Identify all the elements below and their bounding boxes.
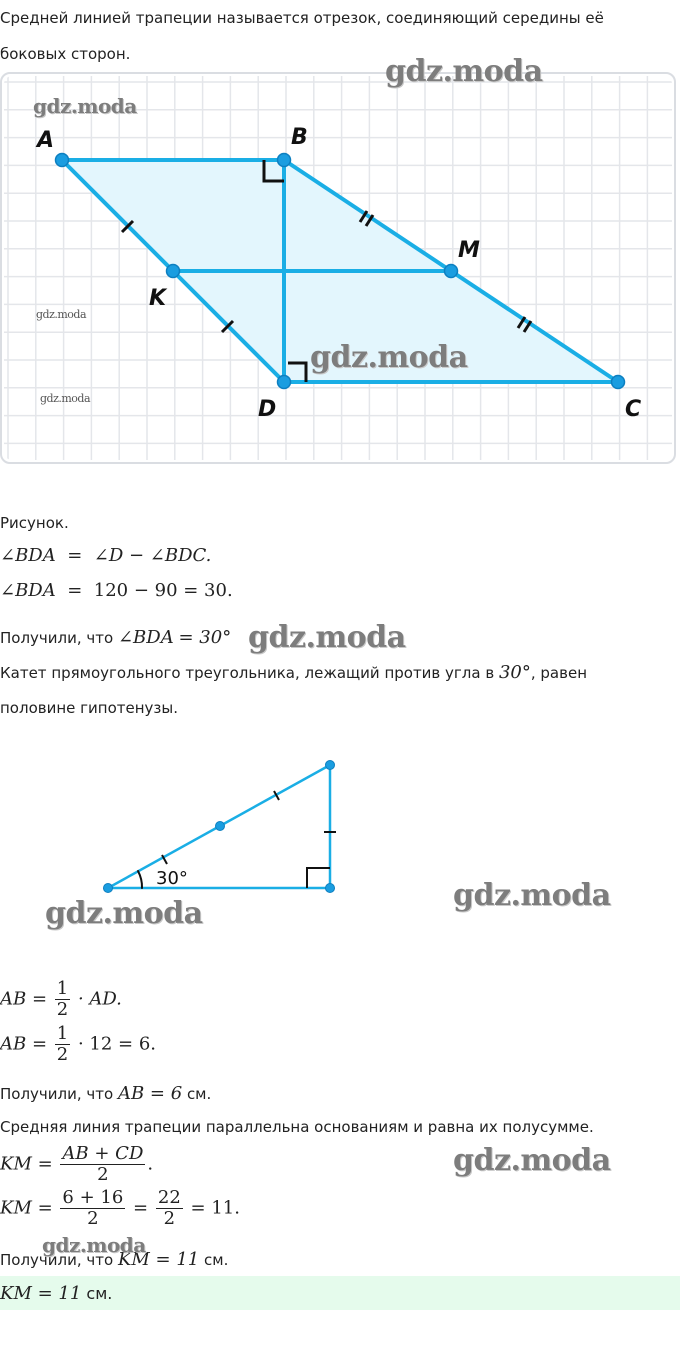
triangle-angle-label: 30° (156, 868, 188, 889)
watermark-logo: gdz.moda (453, 878, 611, 913)
equation-6-rhs: = 11. (190, 1197, 240, 1219)
equation-3-rhs: · AD. (77, 988, 122, 1010)
equation-6-num-1: 6 + 16 (62, 1187, 124, 1208)
point-k (167, 265, 180, 278)
point-c (612, 376, 625, 389)
theorem-line-2: половине гипотенузы. (0, 699, 178, 717)
label-b: B (291, 125, 308, 150)
point-b (278, 154, 291, 167)
theorem-line-1-suffix: , равен (530, 664, 588, 682)
answer-suffix: см. (81, 1284, 113, 1303)
result-2-suffix: см. (182, 1085, 212, 1103)
watermark-logo: gdz.moda (33, 94, 137, 118)
equation-6-fraction-2 (156, 1188, 183, 1229)
equation-1: ∠BDA = ∠D − ∠BDC. (0, 545, 212, 566)
triangle-figure (90, 750, 350, 905)
theorem-line-1 (0, 662, 587, 684)
equation-5 (0, 1144, 153, 1185)
angle-arc (138, 871, 142, 888)
result-3-suffix: см. (199, 1251, 229, 1269)
equation-2-lhs: ∠BDA (0, 580, 56, 601)
equation-1-lhs: ∠BDA (0, 545, 56, 566)
label-m: M (458, 238, 480, 263)
point-d (278, 376, 291, 389)
triangle-vertex-right (326, 884, 335, 893)
equation-4-rhs: · 12 = 6. (77, 1033, 156, 1055)
intro-line-1: Средней линией трапеции называется отрезок, соединяющий середины её (0, 9, 604, 27)
equation-6 (0, 1188, 240, 1229)
equation-6-den-2: 2 (163, 1208, 176, 1229)
result-3-math: KM = 11 (117, 1249, 200, 1270)
result-1 (0, 627, 231, 649)
triangle-vertex-top (326, 761, 335, 770)
answer (0, 1283, 112, 1305)
equation-4-lhs: AB = (0, 1033, 48, 1055)
equation-4-num: 1 (56, 1023, 69, 1044)
watermark-logo: gdz.moda (385, 54, 543, 89)
result-1-rhs: = 30° (178, 627, 232, 648)
equation-1-rhs: ∠D − ∠BDC. (93, 545, 212, 566)
equation-4-fraction (55, 1024, 70, 1065)
theorem-angle: 30° (498, 662, 531, 683)
result-1-prefix: Получили, что (0, 629, 118, 647)
equation-6-lhs: KM = (0, 1197, 53, 1219)
watermark-logo: gdz.moda (45, 896, 203, 931)
answer-math: KM = 11 (0, 1283, 82, 1304)
watermark-logo: gdz.moda (453, 1143, 611, 1178)
equation-2: ∠BDA = 120 − 90 = 30. (0, 580, 233, 601)
watermark-logo: gdz.moda (310, 340, 468, 375)
equation-4-den: 2 (56, 1044, 69, 1065)
equation-5-fraction (60, 1144, 145, 1185)
equation-6-equals: = (133, 1197, 149, 1219)
equation-3-fraction (55, 979, 70, 1020)
equation-5-den: 2 (97, 1164, 109, 1185)
equation-6-fraction-1 (60, 1188, 125, 1229)
equation-6-den-1: 2 (87, 1208, 99, 1229)
figure-caption: Рисунок. (0, 514, 69, 532)
triangle-vertex-left (104, 884, 113, 893)
equation-2-rhs: 120 − 90 = 30. (93, 580, 233, 601)
trapezoid-figure (0, 72, 676, 464)
watermark-logo: gdz.moda (40, 392, 91, 405)
result-1-math: ∠BDA (117, 627, 174, 648)
equation-5-lhs: KM = (0, 1153, 53, 1175)
intro-line-2: боковых сторон. (0, 45, 131, 63)
equation-3-num: 1 (56, 978, 69, 999)
point-a (56, 154, 69, 167)
result-3-prefix: Получили, что (0, 1251, 118, 1269)
label-d: D (258, 397, 277, 422)
equation-3-lhs: AB = (0, 988, 48, 1010)
point-m (445, 265, 458, 278)
equation-5-tail: . (147, 1153, 154, 1175)
equation-5-num: AB + CD (62, 1143, 144, 1164)
watermark-logo: gdz.moda (36, 308, 87, 321)
label-c: C (625, 397, 642, 422)
equation-6-num-2: 22 (157, 1187, 181, 1208)
watermark-logo: gdz.moda (248, 620, 406, 655)
result-2-prefix: Получили, что (0, 1085, 118, 1103)
equation-3-den: 2 (56, 999, 69, 1020)
label-k: K (149, 286, 167, 311)
hypotenuse-midpoint (216, 822, 225, 831)
watermark-logo: gdz.moda (42, 1233, 146, 1257)
midline-rule: Средняя линия трапеции параллельна основаниям и равна их полусумме. (0, 1118, 594, 1136)
result-2-math: AB = 6 (117, 1083, 183, 1104)
theorem-line-1-prefix: Катет прямоугольного треугольника, лежащий против угла в (0, 664, 499, 682)
result-2 (0, 1083, 211, 1105)
equation-4 (0, 1024, 156, 1065)
equation-3 (0, 979, 122, 1020)
label-a: A (37, 128, 55, 153)
